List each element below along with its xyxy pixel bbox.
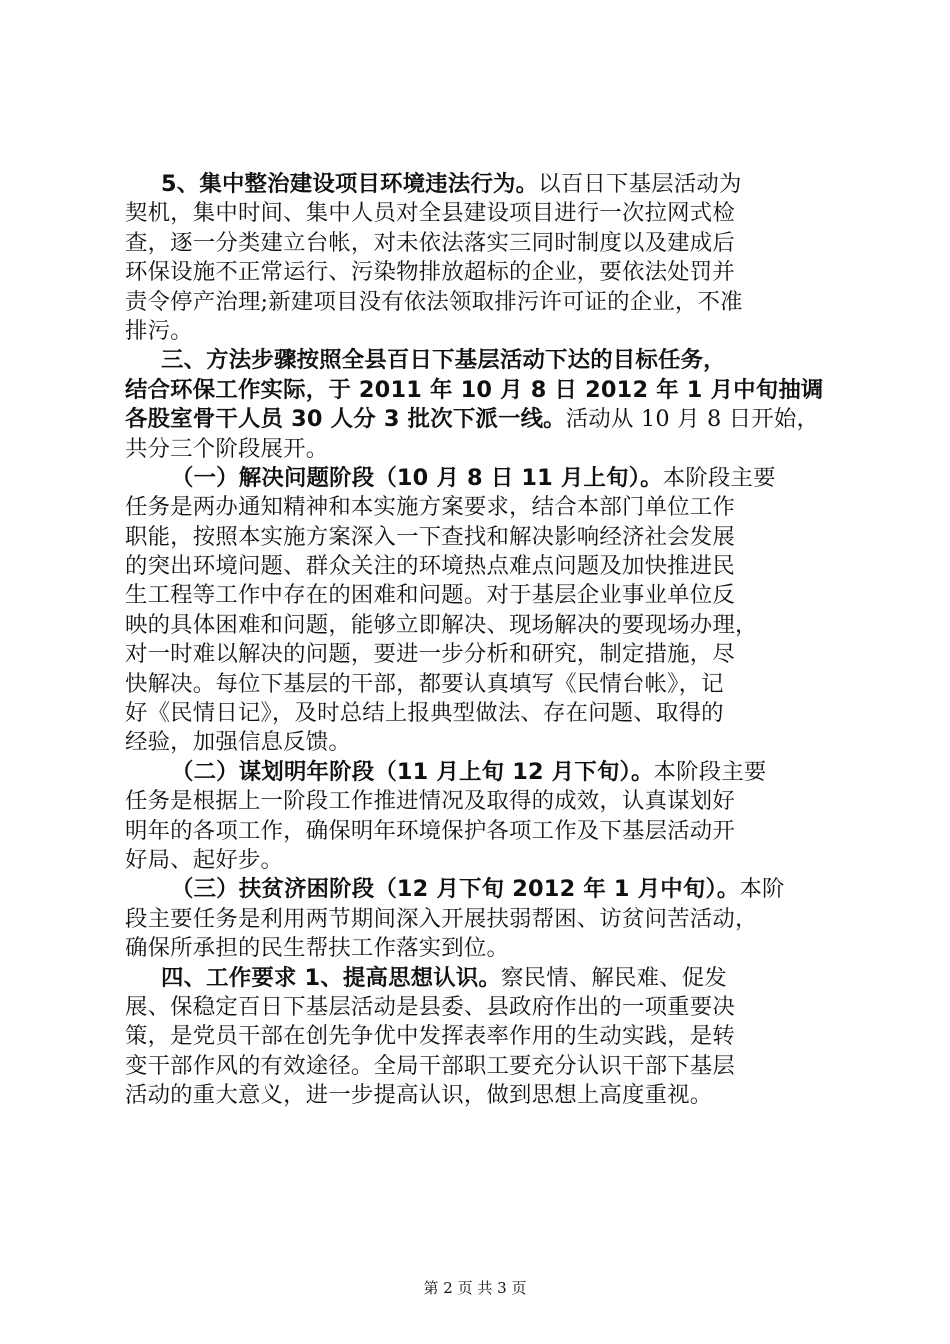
bold-heading-text: 各股室骨干人员 30 人分 3 批次下派一线。: [125, 406, 566, 433]
body-text: 排污。: [125, 317, 193, 344]
body-text: 对一时难以解决的问题，要进一步分析和研究，制定措施，尽: [125, 641, 735, 668]
text-line: [125, 1081, 840, 1110]
text-line: [125, 846, 840, 875]
body-text: 变干部作风的有效途径。全局干部职工要充分认识干部下基层: [125, 1052, 735, 1079]
body-text: 以百日下基层活动为: [538, 171, 742, 197]
body-text: 好《民情日记》，及时总结上报典型做法、存在问题、取得的: [125, 700, 724, 727]
text-line: [125, 905, 840, 934]
text-line: [125, 229, 840, 258]
body-text: 经验，加强信息反馈。: [125, 729, 351, 756]
text-line: [125, 581, 840, 610]
text-line: [125, 435, 840, 464]
body-text: 契机，集中时间、集中人员对全县建设项目进行一次拉网式检: [125, 200, 735, 227]
body-text: 策，是党员干部在创先争优中发挥表率作用的生动实践，是转: [125, 1023, 735, 1050]
body-text: 展、保稳定百日下基层活动是县委、县政府作出的一项重要决: [125, 993, 735, 1020]
text-line: [125, 1022, 840, 1051]
bold-heading-text: 5、集中整治建设项目环境违法行为。: [161, 171, 539, 197]
text-line: [125, 288, 840, 317]
body-text: 活动的重大意义，进一步提高认识，做到思想上高度重视。: [125, 1082, 713, 1109]
text-line: [125, 964, 840, 993]
text-line: [125, 787, 840, 816]
text-line: [125, 199, 840, 228]
text-line: [125, 258, 840, 287]
text-line: [125, 640, 840, 669]
text-line: [125, 1052, 840, 1081]
text-line: [125, 699, 840, 728]
text-line: [125, 405, 840, 434]
bold-heading-text: 三、方法步骤按照全县百日下基层活动下达的目标任务，: [161, 347, 726, 374]
text-line: [125, 346, 840, 375]
text-line: [125, 993, 840, 1022]
body-text: 查，逐一分类建立台帐，对未依法落实三同时制度以及建成后: [125, 229, 735, 256]
body-text: 环保设施不正常运行、污染物排放超标的企业，要依法处罚并: [125, 259, 735, 286]
bold-heading-text: （三）扶贫济困阶段（12 月下旬 2012 年 1 月中旬）。: [171, 876, 740, 903]
body-text: 本阶段主要: [662, 464, 776, 491]
text-line: [125, 875, 840, 904]
body-text: 察民情、解民难、促发: [501, 964, 727, 991]
text-line: [125, 317, 840, 346]
body-text: 生工程等工作中存在的困难和问题。对于基层企业事业单位反: [125, 582, 735, 609]
body-text: 快解决。每位下基层的干部，都要认真填写《民情台帐》，记: [125, 670, 724, 697]
body-text: 好局、起好步。: [125, 846, 284, 873]
text-line: [125, 523, 840, 552]
body-text: 责令停产治理;新建项目没有依法领取排污许可证的企业，不准: [125, 288, 743, 315]
body-text: 明年的各项工作，确保明年环境保护各项工作及下基层活动开: [125, 817, 735, 844]
body-text: 任务是两办通知精神和本实施方案要求，结合本部门单位工作: [125, 494, 735, 521]
text-line: [125, 464, 840, 493]
document-body: [125, 170, 840, 1111]
body-text: 职能，按照本实施方案深入一下查找和解决影响经济社会发展: [125, 523, 735, 550]
text-line: [125, 376, 840, 405]
text-line: [125, 758, 840, 787]
body-text: 段主要任务是利用两节期间深入开展扶弱帮困、访贫问苦活动，: [125, 905, 758, 932]
body-text: 共分三个阶段展开。: [125, 435, 329, 462]
text-line: [125, 728, 840, 757]
body-text: 确保所承担的民生帮扶工作落实到位。: [125, 935, 510, 962]
bold-heading-text: （一）解决问题阶段（10 月 8 日 11 月上旬）。: [171, 464, 663, 491]
text-line: [125, 611, 840, 640]
text-line: [125, 493, 840, 522]
bold-heading-text: 四、工作要求 1、提高思想认识。: [161, 964, 502, 991]
text-line: [125, 170, 840, 199]
body-text: 本阶: [739, 876, 785, 903]
body-text: 的突出环境问题、群众关注的环境热点难点问题及加快推进民: [125, 553, 735, 580]
text-line: [125, 817, 840, 846]
text-line: [125, 670, 840, 699]
bold-heading-text: 结合环保工作实际，于 2011 年 10 月 8 日 2012 年 1 月中旬抽调: [125, 376, 824, 403]
bold-heading-text: （二）谋划明年阶段（11 月上旬 12 月下旬）。: [171, 758, 654, 785]
body-text: 活动从 10 月 8 日开始，: [565, 406, 820, 433]
text-line: [125, 934, 840, 963]
page-footer: 第 2 页 共 3 页: [423, 1279, 527, 1297]
body-text: 映的具体困难和问题，能够立即解决、现场解决的要现场办理，: [125, 611, 758, 638]
body-text: 本阶段主要: [653, 758, 767, 785]
text-line: [125, 552, 840, 581]
body-text: 任务是根据上一阶段工作推进情况及取得的成效，认真谋划好: [125, 788, 735, 815]
